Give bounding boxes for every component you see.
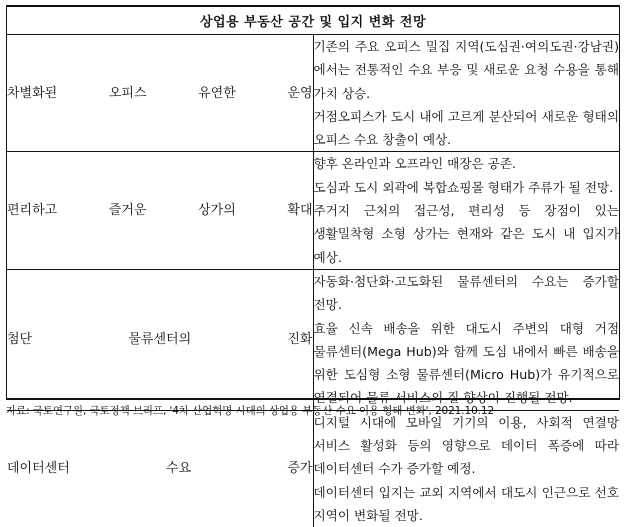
content-paragraph: 향후 온라인과 오프라인 매장은 공존. bbox=[313, 156, 516, 172]
row-label-text: 편리하고 즐거운 상가의 확대 bbox=[7, 203, 313, 219]
outlook-table bbox=[7, 7, 619, 527]
row-content-office bbox=[313, 35, 619, 152]
table-row bbox=[7, 35, 619, 152]
content-paragraph: 자동화·첨단화·고도화된 물류센터의 수요는 증가할 전망. bbox=[313, 273, 619, 313]
row-label-text: 차별화된 오피스 유연한 운영 bbox=[7, 85, 313, 101]
row-content-logistics bbox=[313, 269, 619, 410]
row-content-retail bbox=[313, 152, 619, 269]
row-label-retail bbox=[7, 152, 313, 269]
row-label-text: 첨단 물류센터의 진화 bbox=[7, 332, 313, 348]
table-row bbox=[7, 152, 619, 269]
content-paragraph: 효율 신속 배송을 위한 대도시 주변의 대형 거점 물류센터(Mega Hub)와 함께 도심 내에서 빠른 배송을 위한 도심형 소형 물류센터(Micro Hub)가 유기적으로 연결되어 물류 서비스의 질 향상이 진행될 전망. bbox=[313, 320, 619, 406]
content-paragraph: 기존의 주요 오피스 밀집 지역(도심권·여의도권·강남권)에서는 전통적인 수요 부응 및 새로운 요청 수용을 통해 가치 상승. bbox=[313, 39, 619, 101]
content-paragraph: 도심과 도시 외곽에 복합쇼핑몰 형태가 주류가 될 전망. bbox=[313, 179, 614, 195]
row-label-logistics bbox=[7, 269, 313, 410]
row-label-text: 데이터센터 수요 증가 bbox=[7, 461, 313, 477]
table-title: 상업용 부동산 공간 및 입지 변화 전망 bbox=[7, 7, 619, 35]
content-paragraph: 데이터센터 입지는 교외 지역에서 대도시 인근으로 선호 지역이 변화될 전망. bbox=[313, 484, 619, 523]
content-paragraph: 주거지 근처의 접근성, 편리성 등 장점이 있는 생활밀착형 소형 상가는 현재와 같은 도시 내 입지가 예상. bbox=[313, 203, 619, 265]
content-paragraph: 디지털 시대에 모바일 기기의 이용, 사회적 연결망 서비스 활성화 등의 영향으로 데이터 폭증에 따라 데이터센터 수가 증가할 예정. bbox=[313, 414, 619, 477]
content-paragraph: 거점오피스가 도시 내에 고르게 분산되어 새로운 형태의 오피스 수요 창출이 예상. bbox=[313, 108, 619, 148]
row-label-office bbox=[7, 35, 313, 152]
source-note: 자료: 국토연구원, 국토정책 브리프, '4차 산업혁명 시대의 상업용 부동산 수요·이용 형태 변화', 2021.10.12 bbox=[6, 405, 495, 417]
table-row bbox=[7, 269, 619, 410]
table-header-row bbox=[7, 7, 619, 35]
